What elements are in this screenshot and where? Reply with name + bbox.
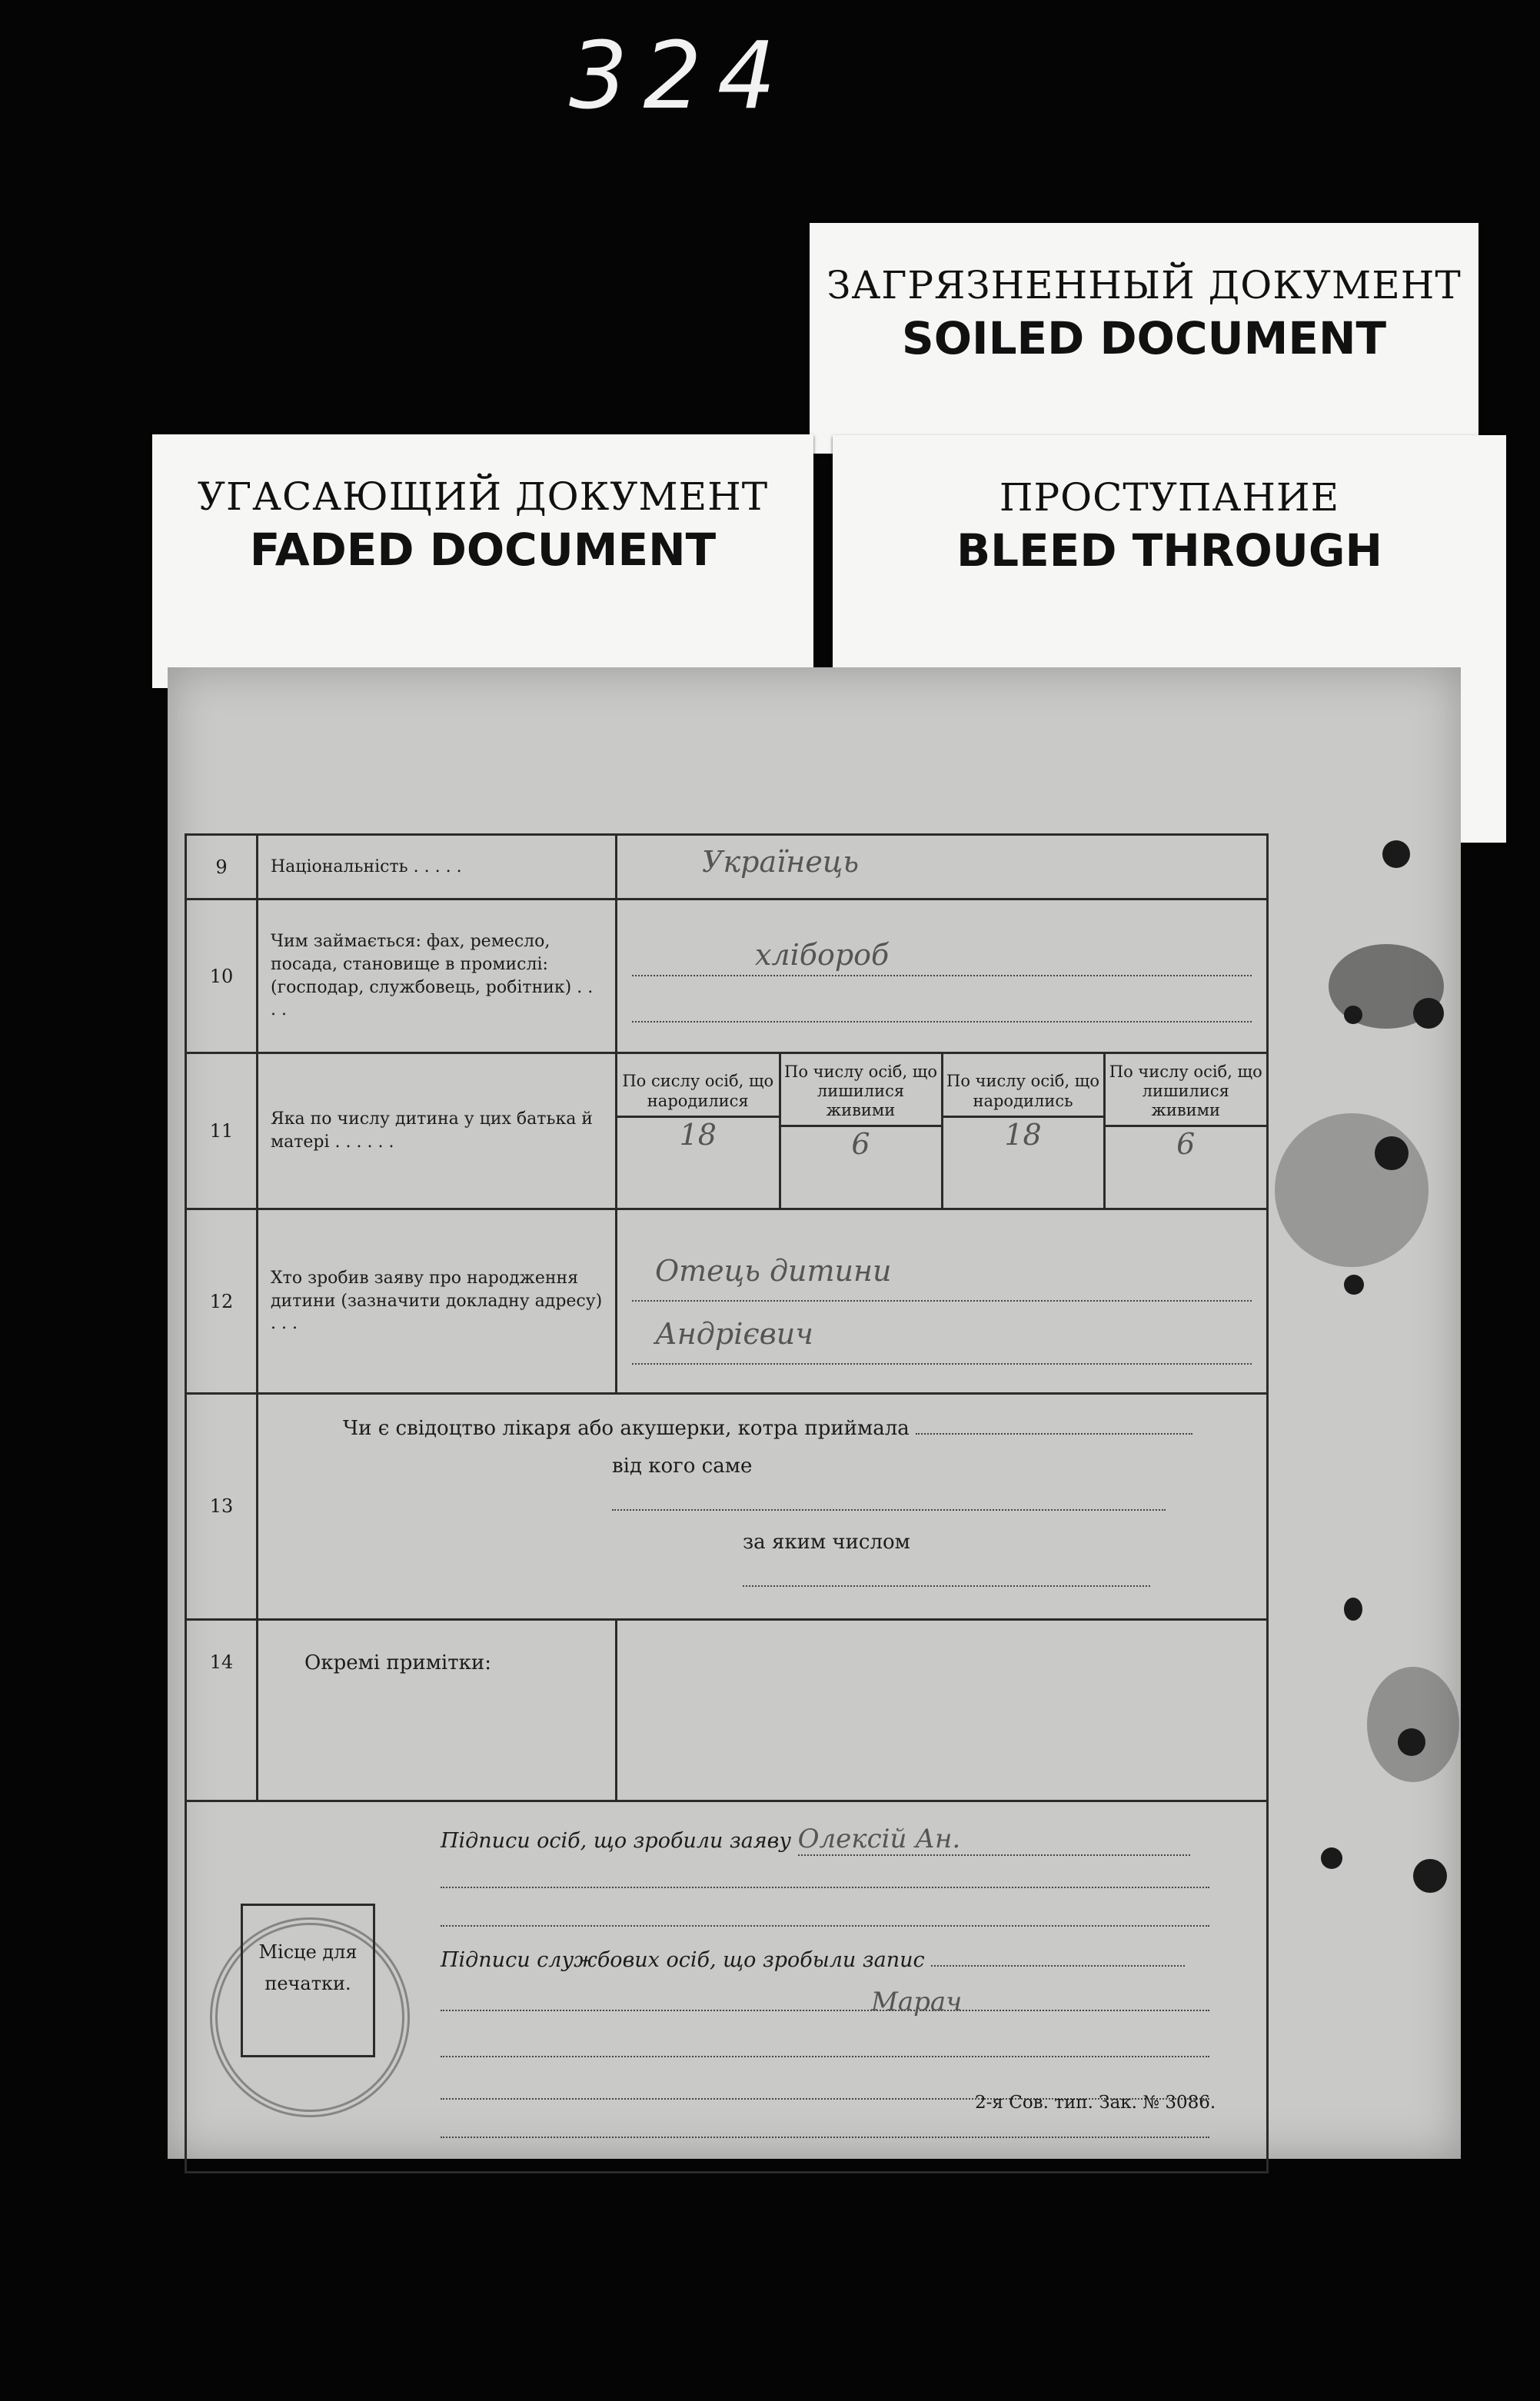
declarant-handwriting-2: Андрієвич: [655, 1316, 813, 1351]
row-doctor-certificate: [186, 1394, 1268, 1620]
child-col-head: По числу осіб, що лишилися живими: [781, 1058, 941, 1128]
certificate-line-1: [281, 1410, 1243, 1448]
applicant-signature-label: Підписи осіб, що зробили заяву: [441, 1828, 792, 1853]
dotted-line: [632, 1302, 1252, 1365]
declarant-handwriting: Отець дитини: [655, 1253, 892, 1288]
punch-hole: [1344, 1598, 1362, 1621]
dotted-line: [441, 2056, 1209, 2057]
row-nationality: [186, 835, 1268, 900]
occupation-handwriting: хлібороб: [755, 937, 890, 972]
row-number: 13: [186, 1394, 258, 1620]
child-order-subtable: [617, 1054, 1266, 1208]
certificate-question: Чи є свідоцтво лікаря або акушерки, котра приймала: [343, 1417, 910, 1440]
child-order-label: Яка по числу дитина у цих батька й матері . . . . . .: [258, 1053, 617, 1209]
certificate-from-whom: від кого саме: [612, 1455, 753, 1478]
faded-document-card: [152, 434, 813, 688]
dotted-line: [632, 976, 1252, 1023]
nationality-handwriting: Українець: [702, 845, 860, 879]
occupation-label: Чим займається: фах, ремесло, посада, становище в промислі: (господар, службовець, робітник) . . . .: [258, 900, 617, 1053]
punch-hole: [1382, 840, 1410, 868]
dotted-line: [441, 1925, 1209, 1927]
notes-label: Окремі примітки:: [258, 1619, 617, 1801]
row-number: 9: [186, 835, 258, 900]
dotted-fill: [916, 1433, 1192, 1435]
official-signature-label: Підписи службових осіб, що зробыли запис: [441, 1947, 925, 1972]
child-col-value: 18: [679, 1117, 717, 1152]
signatures-area: [187, 1802, 1266, 2171]
child-col-3: [942, 1054, 1104, 1208]
punch-hole: [1413, 998, 1444, 1029]
row-child-order: [186, 1053, 1268, 1209]
child-col-value: 6: [1176, 1127, 1196, 1162]
stamp-place-box: Місце для печатки.: [241, 1904, 375, 2057]
doctor-certificate-text: [258, 1394, 1268, 1620]
signatures-cell: [186, 1801, 1268, 2172]
row-occupation: [186, 900, 1268, 1053]
child-col-1: [617, 1054, 780, 1208]
faded-ru-label: УГАСАЮЩИЙ ДОКУМЕНТ: [197, 474, 769, 519]
child-col-2: [780, 1054, 942, 1208]
applicant-handwriting: Олексій Ан.: [797, 1823, 961, 1854]
child-col-head: По сислу осіб, що народилися: [617, 1067, 779, 1117]
row-number: 14: [186, 1619, 258, 1801]
dotted-line: [632, 1239, 1252, 1302]
dotted-fill: [612, 1509, 1166, 1511]
dotted-fill: [931, 1965, 1185, 1967]
declarant-value: [617, 1209, 1268, 1394]
child-order-values: [617, 1053, 1268, 1209]
punch-hole: [1413, 1859, 1447, 1893]
soiled-ru-label: ЗАГРЯЗНЕННЫЙ ДОКУМЕНТ: [827, 263, 1462, 308]
child-col-head: По числу осіб, що лишилися живими: [1106, 1058, 1267, 1128]
child-col-4: [1104, 1054, 1266, 1208]
child-col-value: 6: [851, 1127, 870, 1162]
row-number: 12: [186, 1209, 258, 1394]
row-number: 10: [186, 900, 258, 1053]
soiled-document-card: [810, 223, 1478, 454]
certificate-line-2: [281, 1448, 1243, 1524]
punch-hole: [1375, 1136, 1409, 1170]
notes-value: [617, 1619, 1268, 1801]
certificate-date: за яким числом: [743, 1531, 910, 1555]
dotted-fill: [743, 1585, 1150, 1587]
certificate-line-3: [281, 1524, 1243, 1600]
row-signatures: [186, 1801, 1268, 2172]
bleed-ru-label: ПРОСТУПАНИЕ: [999, 475, 1340, 520]
punch-hole: [1398, 1728, 1425, 1756]
row-notes: [186, 1619, 1268, 1801]
punch-hole: [1344, 1275, 1364, 1295]
stain: [1275, 1113, 1429, 1267]
soiled-en-label: SOILED DOCUMENT: [901, 312, 1387, 364]
row-declarant: [186, 1209, 1268, 1394]
punch-hole: [1344, 1006, 1362, 1024]
row-number: 11: [186, 1053, 258, 1209]
dotted-line: [441, 1986, 1209, 2017]
birth-record-form: [185, 833, 1269, 2173]
dotted-line: [441, 2137, 1209, 2138]
child-col-value: 18: [1004, 1117, 1042, 1152]
occupation-value: [617, 900, 1268, 1053]
applicant-signature-fill: [798, 1824, 1190, 1856]
stain: [1367, 1667, 1459, 1782]
faded-en-label: FADED DOCUMENT: [249, 524, 717, 576]
official-handwriting: Марач: [871, 1986, 963, 2017]
declarant-label: Хто зробив заяву про народження дитини (зазначити докладну адресу) . . .: [258, 1209, 617, 1394]
punch-hole: [1321, 1847, 1342, 1869]
printer-imprint: 2-я Сов. тип. Зак. № 3086.: [975, 2093, 1216, 2113]
applicant-signature-line: [441, 1824, 1190, 1856]
child-col-head: По числу осіб, що народились: [943, 1067, 1103, 1117]
nationality-value: [617, 835, 1268, 900]
dotted-line: [441, 1887, 1209, 1888]
nationality-label: Національність . . . . .: [258, 835, 617, 900]
bleed-en-label: BLEED THROUGH: [956, 524, 1383, 577]
official-signature-line: [441, 1948, 1185, 1972]
dotted-line: [632, 930, 1252, 976]
frame-number: 324: [569, 23, 792, 130]
